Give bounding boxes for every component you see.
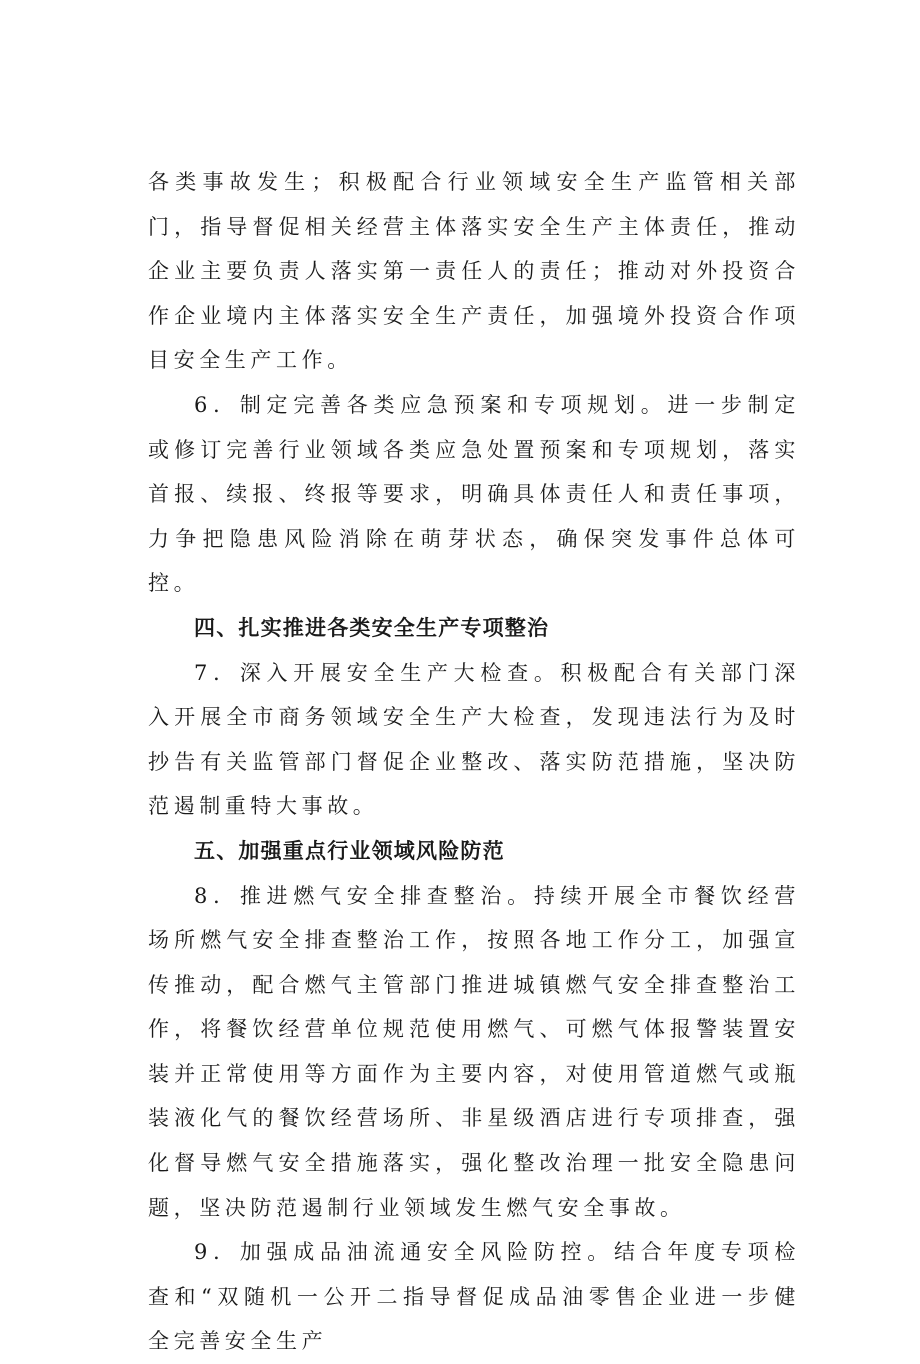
paragraph-8: 8．推进燃气安全排查整治。持续开展全市餐饮经营场所燃气安全排查整治工作，按照各地工作分工，加强宣传推动，配合燃气主管部门推进城镇燃气安全排查整治工作，将餐饮经营单位规范使用燃气、可燃气体报警装置安装并正常使用等方面作为主要内容，对使用管道燃气或瓶装液化气的餐饮经营场所、非星级酒店进行专项排查，强化督导燃气安全措施落实，强化整改治理一批安全隐患问题，坚决防范遏制行业领域发生燃气安全事故。: [148, 883, 800, 1220]
document-page: [148, 160, 800, 1364]
paragraph-9: 9．加强成品油流通安全风险防控。结合年度专项检查和“双随机一公开二指导督促成品油零售企业进一步健全完善安全生产: [148, 1240, 800, 1354]
paragraph-continued: 各类事故发生；积极配合行业领域安全生产监管相关部门，指导督促相关经营主体落实安全生产主体责任，推动企业主要负责人落实第一责任人的责任；推动对外投资合作企业境内主体落实安全生产责任，加强境外投资合作项目安全生产工作。: [148, 170, 800, 373]
section-heading-5: 五、加强重点行业领域风险防范: [194, 838, 505, 863]
section-heading-4: 四、扎实推进各类安全生产专项整治: [194, 615, 550, 640]
paragraph-7: 7．深入开展安全生产大检查。积极配合有关部门深入开展全市商务领域安全生产大检查，发现违法行为及时抄告有关监管部门督促企业整改、落实防范措施，坚决防范遏制重特大事故。: [148, 660, 800, 819]
paragraph-6: 6．制定完善各类应急预案和专项规划。进一步制定或修订完善行业领域各类应急处置预案和专项规划，落实首报、续报、终报等要求，明确具体责任人和责任事项，力争把隐患风险消除在萌芽状态，确保突发事件总体可控。: [148, 392, 800, 596]
